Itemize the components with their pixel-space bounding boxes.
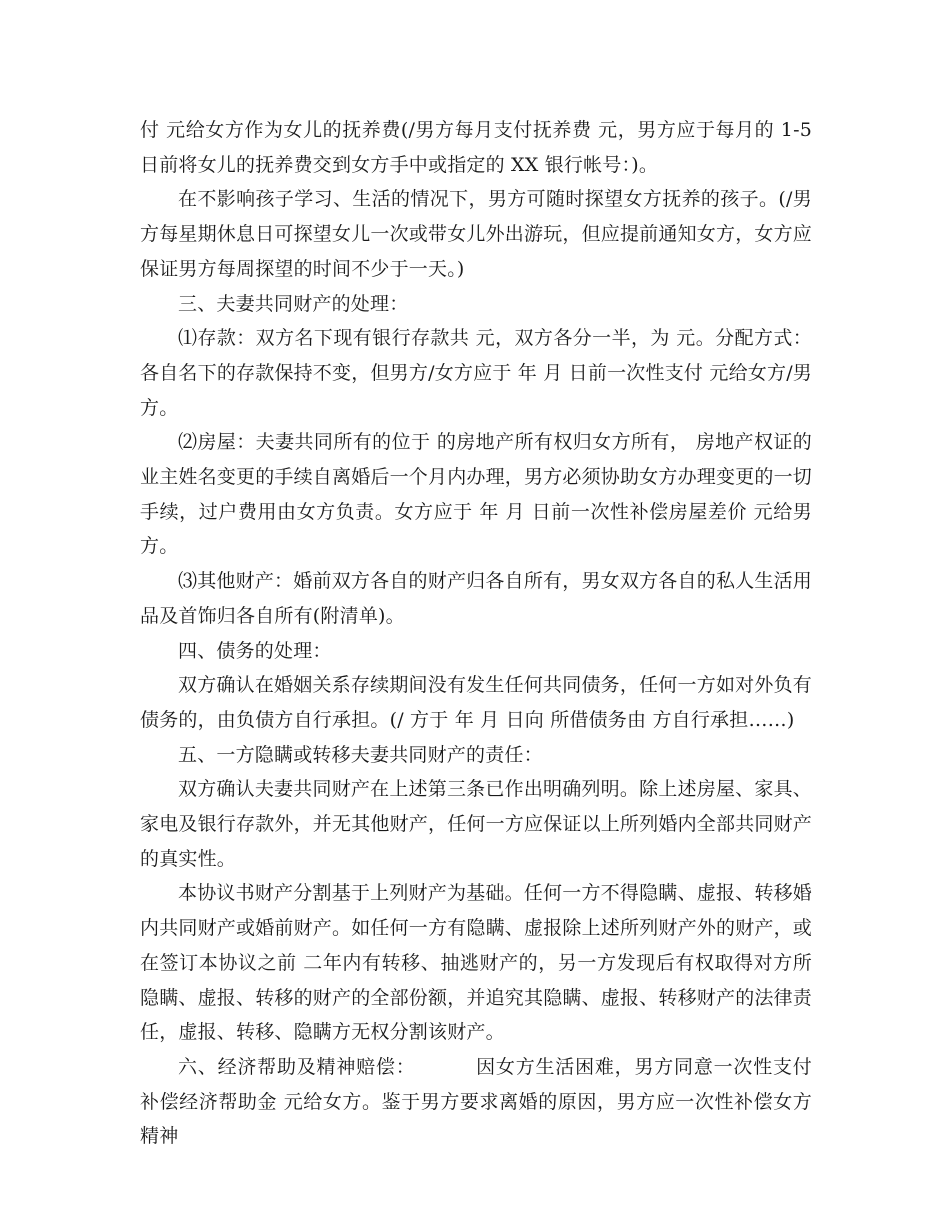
paragraph-other-property: ⑶其他财产：婚前双方各自的财产归各自所有，男女双方各自的私人生活用品及首饰归各自所有(附清单)。 — [140, 570, 812, 627]
paragraph-savings: ⑴存款：双方名下现有银行存款共 元，双方各分一半，为 元。分配方式：各自名下的存款保持不变，但男方/女方应于 年 月 日前一次性支付 元给女方/男方。 — [140, 327, 812, 419]
heading-debts: 四、债务的处理： — [178, 639, 332, 662]
paragraph-visitation: 在不影响孩子学习、生活的情况下，男方可随时探望女方抚养的孩子。(/男方每星期休息日可探望女儿一次或带女儿外出游玩，但应提前通知女方，女方应保证男方每周探望的时间不少于一天。) — [140, 188, 813, 280]
paragraph-property-division: 本协议书财产分割基于上列财产为基础。任何一方不得隐瞒、虚报、转移婚内共同财产或婚前财产。如任何一方有隐瞒、虚报除上述所列财产外的财产，或在签订本协议之前 二年内有转移、抽逃财产的，另一方发现后有权取得对方所隐瞒、虚报、转移的财产的全部份额，并追究其隐瞒、虚报、转移财产的法律责任，虚报、转移、隐瞒方无权分割该财产。 — [140, 882, 813, 1044]
document-body — [140, 113, 812, 1154]
paragraph-debts: 双方确认在婚姻关系存续期间没有发生任何共同债务，任何一方如对外负有债务的，由负债方自行承担。(/ 方于 年 月 日向 所借债务由 方自行承担……) — [140, 674, 812, 731]
paragraph-property-confirmation: 双方确认夫妻共同财产在上述第三条已作出明确列明。除上述房屋、家具、家电及银行存款外，并无其他财产，任何一方应保证以上所列婚内全部共同财产的真实性。 — [140, 778, 813, 870]
economic-help-text: 因女方生活困难，男方同意一次性支付补偿经济帮助金 元给女方。鉴于男方要求离婚的原因，男方应一次性补偿女方精神 — [140, 1055, 812, 1148]
paragraph-house: ⑵房屋：夫妻共同所有的位于 的房地产所有权归女方所有， 房地产权证的业主姓名变更的手续自离婚后一个月内办理，男方必须协助女方办理变更的一切手续，过户费用由女方负责。女方应于 年 月 日前一次性补偿房屋差价 元给男方。 — [140, 431, 813, 558]
heading-concealment: 五、一方隐瞒或转移夫妻共同财产的责任： — [178, 743, 543, 766]
paragraph-child-support: 付 元给女方作为女儿的抚养费(/男方每月支付抚养费 元，男方应于每月的 1-5 日前将女儿的抚养费交到女方手中或指定的 XX 银行帐号：)。 — [140, 119, 812, 176]
heading-joint-property: 三、夫妻共同财产的处理： — [178, 292, 409, 315]
heading-economic-help: 六、经济帮助及精神赔偿： — [178, 1055, 416, 1078]
paragraph-economic-help — [140, 1050, 812, 1154]
